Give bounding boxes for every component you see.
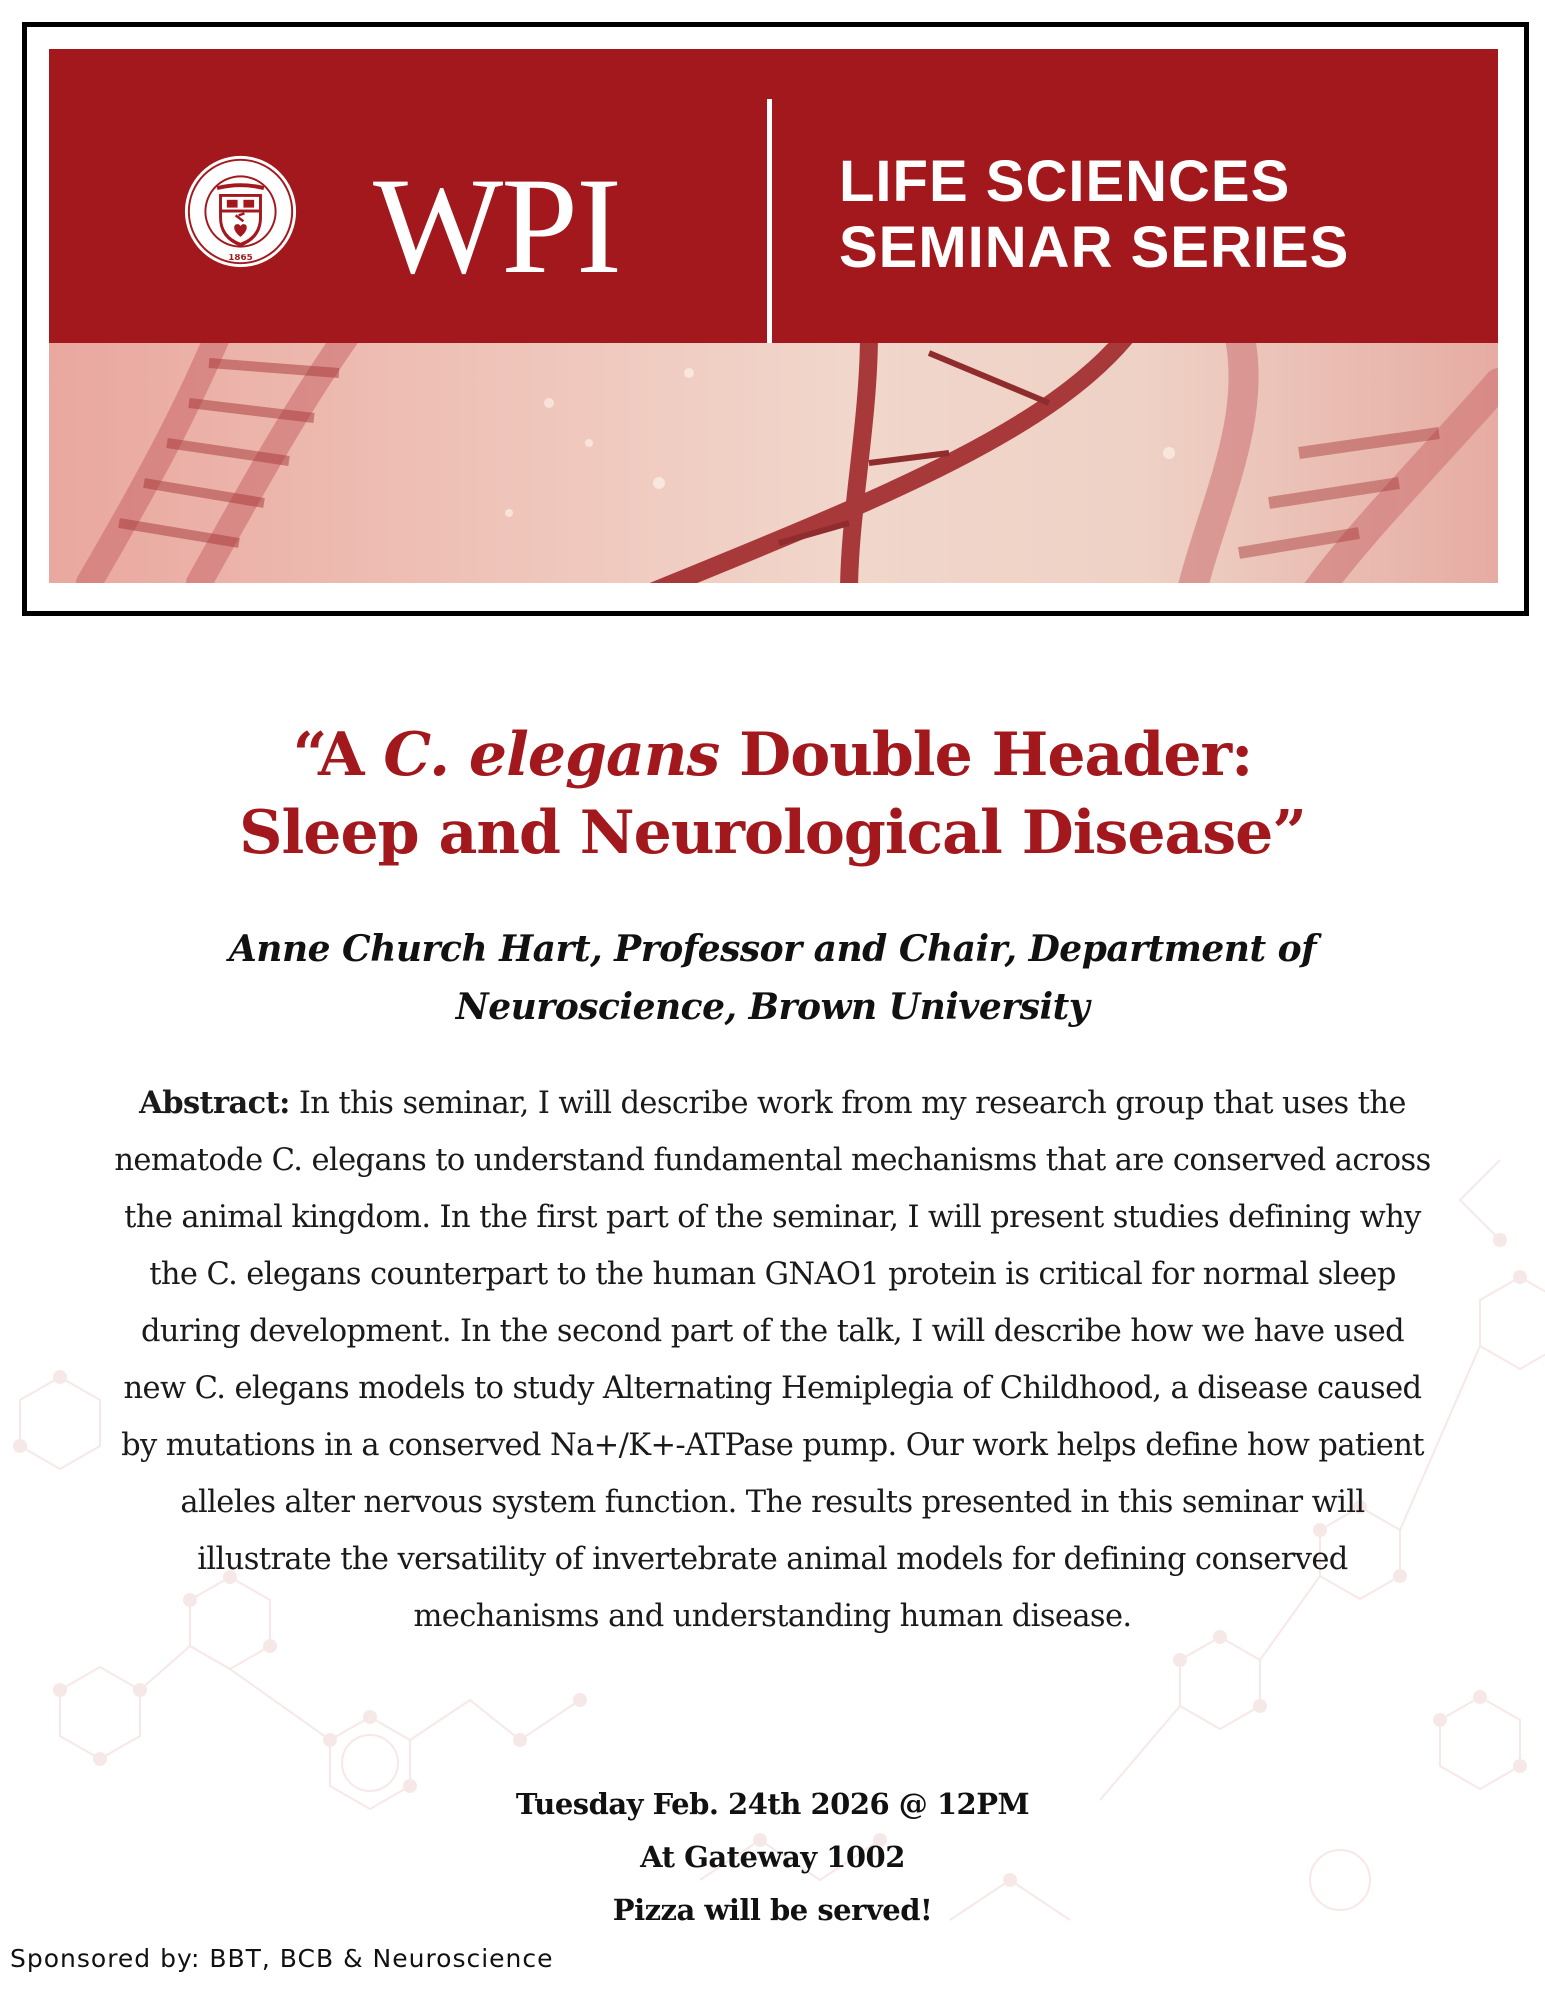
speaker-line-2: Neuroscience, Brown University [455,986,1090,1028]
header-divider [767,99,772,349]
title-species-italic: C. elegans [383,720,720,791]
event-datetime: Tuesday Feb. 24th 2026 @ 12PM [515,1787,1030,1821]
dna-banner-image [49,343,1498,583]
wpi-seal-icon [182,153,299,270]
event-food-note: Pizza will be served! [612,1893,933,1927]
abstract-text: In this seminar, I will describe work from my research group that uses the nematode C. elegans to understand fundamental mechanisms that are conserved across the animal kingdom. In the first part of the seminar, I will present studies defining why the C. elegans counterpart to the human GNAO1 protein is critical for normal sleep during development. In the second part of the talk, I will describe how we have used new C. elegans models to study Alternating Hemiplegia of Childhood, a disease caused by mutations in a conserved Na+/K+-ATPase pump. Our work helps define how patient alleles alter nervous system function. The results presented in this seminar will illustrate the versatility of invertebrate animal models for defining conserved mechanisms and understanding human disease. [114,1086,1431,1634]
sponsor-line: Sponsored by: BBT, BCB & Neuroscience [10,1944,554,1973]
series-line-1: LIFE SCIENCES [839,149,1291,214]
series-line-2: SEMINAR SERIES [839,215,1350,280]
title-open-quote: “A [292,720,384,791]
event-details [0,1778,1545,1937]
abstract-label: Abstract: [139,1085,290,1121]
title-line-1-rest: Double Header: [719,720,1253,791]
svg-text:1865: 1865 [228,253,253,264]
title-line-2: Sleep and Neurological Disease” [239,798,1306,869]
speaker-line-1: Anne Church Hart, Professor and Chair, Department of [228,928,1317,970]
abstract [110,1075,1435,1645]
speaker-info [110,920,1435,1036]
header-red-band [49,49,1498,343]
event-location: At Gateway 1002 [640,1840,905,1874]
seminar-series-title [839,149,1349,281]
header-frame [22,22,1529,616]
wpi-logo-text: WPI [373,149,620,302]
talk-title [0,716,1545,872]
